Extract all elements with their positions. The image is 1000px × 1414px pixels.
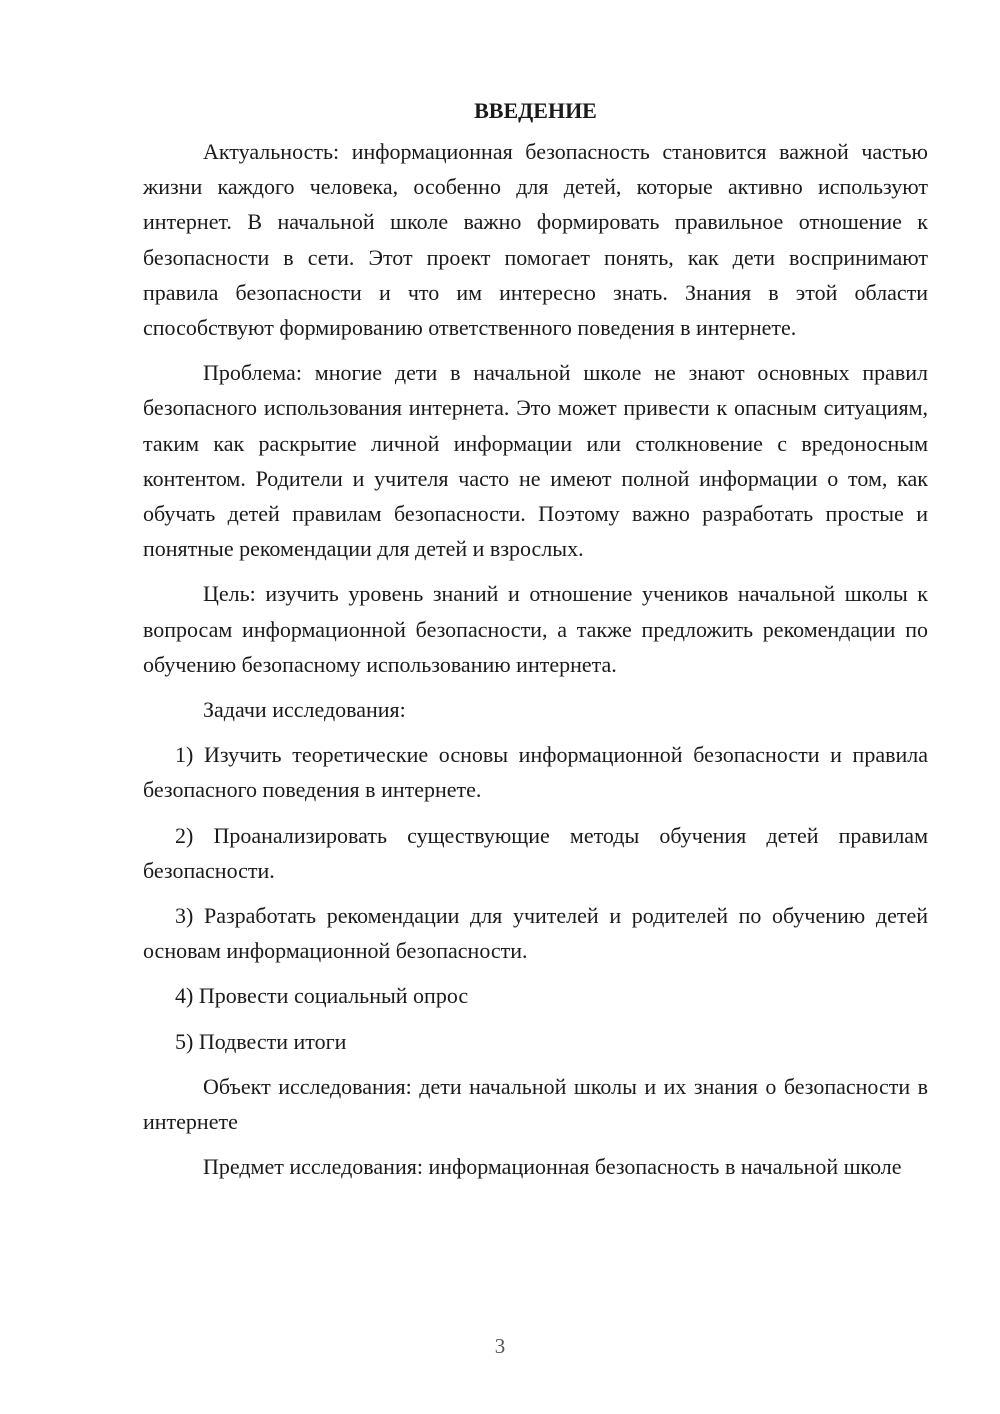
document-body: [143, 96, 928, 1194]
section-heading: ВВЕДЕНИЕ: [474, 98, 597, 123]
goal-paragraph: Цель: изучить уровень знаний и отношение учеников начальной школы к вопросам информационной безопасности, а также предложить рекомендации по обучению безопасному использованию интернета.: [143, 581, 928, 677]
object-paragraph: Объект исследования: дети начальной школы и их знания о безопасности в интернете: [143, 1073, 928, 1135]
tasks-title: Задачи исследования:: [203, 697, 406, 723]
problem-paragraph: Проблема: многие дети в начальной школе не знают основных правил безопасного использования интернета. Это может привести к опасным ситуациям, таким как раскрытие личной информации или столкновение с вредоносным контентом. Родители и учителя часто не имеют полной информации о том, как обучать детей правилам безопасности. Поэтому важно разработать простые и понятные рекомендации для детей и взрослых.: [143, 360, 928, 562]
task-item: 1) Изучить теоретические основы информационной безопасности и правила безопасного поведения в интернете.: [143, 742, 928, 803]
task-item: 4) Провести социальный опрос: [175, 983, 469, 1009]
task-item: 5) Подвести итоги: [175, 1028, 347, 1054]
task-item: 3) Разработать рекомендации для учителей и родителей по обучению детей основам информационной безопасности.: [143, 903, 928, 964]
page-number: 3: [494, 1334, 506, 1358]
relevance-paragraph: Актуальность: информационная безопасность становится важной частью жизни каждого человека, особенно для детей, которые активно используют интернет. В начальной школе важно формировать правильное отношение к безопасности в сети. Этот проект помогает понять, как дети воспринимают правила безопасности и что им интересно знать. Знания в этой области способствуют формированию ответственного поведения в интернете.: [143, 139, 928, 341]
task-item: 2) Проанализировать существующие методы обучения детей правилам безопасности.: [143, 822, 928, 883]
subject-paragraph: Предмет исследования: информационная безопасность в начальной школе: [203, 1154, 902, 1180]
